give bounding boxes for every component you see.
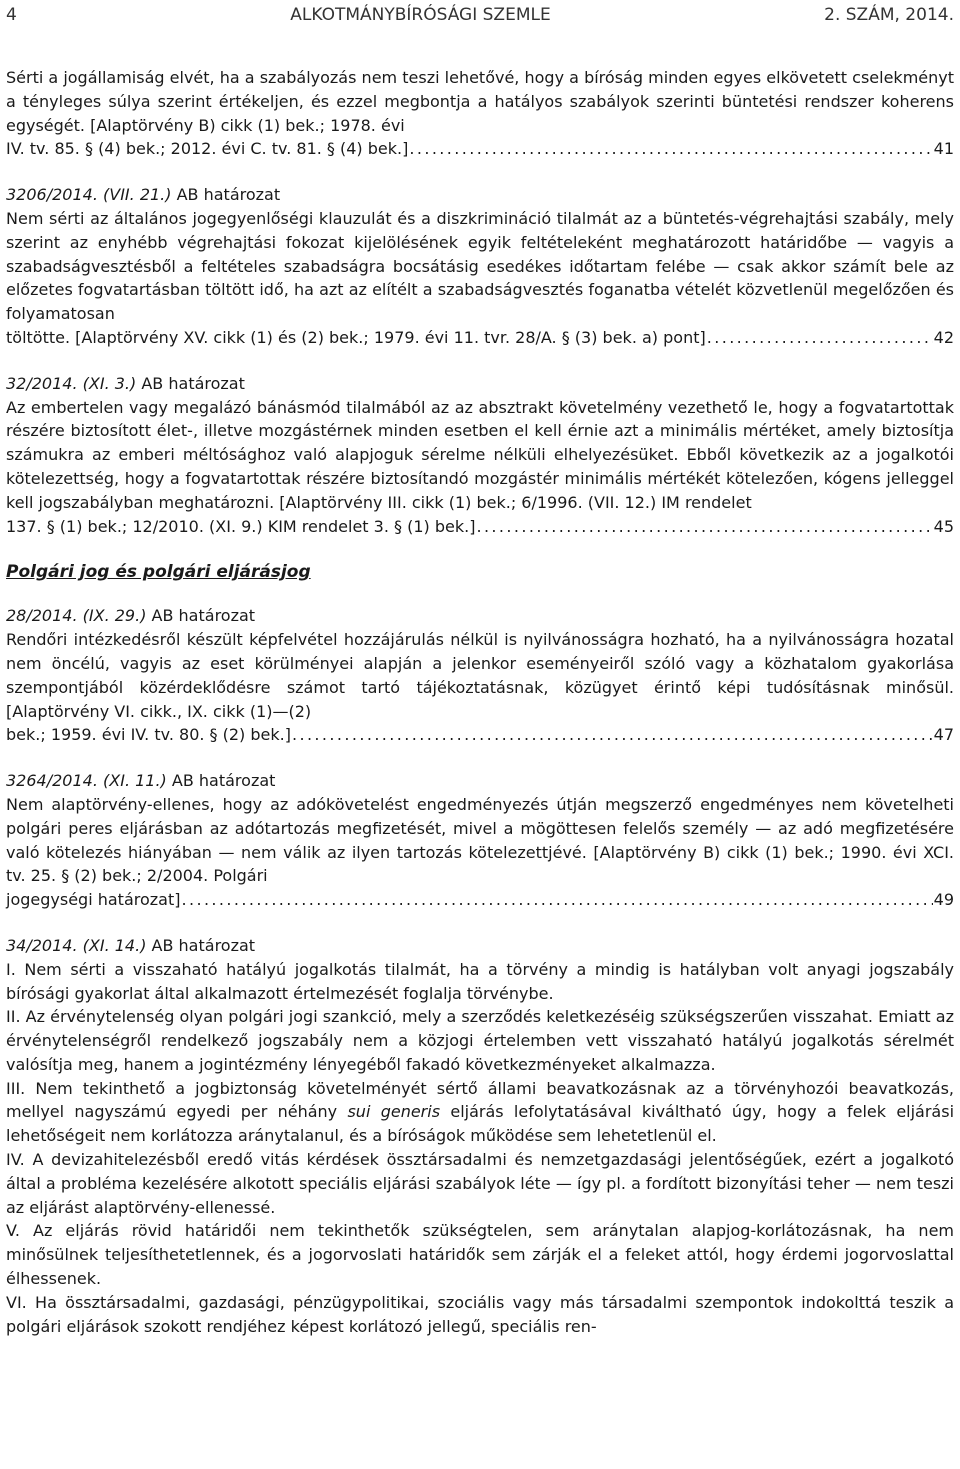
entry-summary: Nem sérti az általános jogegyenlőségi klauzulát és a diszkrimináció tilalmát az a büntetés-végrehajtási szabály, mely szerint az enyhébb végrehajtási fokozat kijelölésének egyik feltételeként meghatározott határidőbe — vagyis a szabadságvesztésből a feltételes szabadságra bocsátásig esedékes időtartam felébe — csak akkor számít bele az előzetes fogvatartásban töltött idő, ha azt az elítélt a szabadságvesztés foganatba vételét közvetlenül megelőzően és folyamatosan <box>6 208 954 324</box>
summary-point-2: II. Az érvénytelenség olyan polgári jogi szankció, mely a szerződés keletkezéséig szükségszerűen visszahat. Emiatt az érvénytelenségről rendelkező jogszabály nem a közjogi értelemben vett visszaható hatályú jogalkotás sérelmét valósítja meg, hanem a jogintézmény lényegéből fakadó következményeket alkalmazza. <box>6 1007 954 1074</box>
case-type: AB határozat <box>151 935 256 955</box>
case-number: 3206/2014. <box>6 185 98 205</box>
entry-page-number: 45 <box>933 516 954 536</box>
entry-reference: bek.; 1959. évi IV. tv. 80. § (2) bek.] <box>6 725 291 745</box>
entry-leader-line[interactable] <box>6 515 954 539</box>
case-heading <box>6 934 954 958</box>
case-number: 3264/2014. <box>6 771 98 791</box>
entry-leader-line[interactable] <box>6 888 954 912</box>
case-date: (XI. 3.) <box>82 373 137 393</box>
case-type: AB határozat <box>141 373 245 393</box>
entry-summary: Rendőri intézkedésről készült képfelvétel hozzájárulás nélkül is nyilvánosságra hozható, ha a nyilvánosságra hozatal nem öncélú, vagyis az eset körülményei alapján a jelenkor eseményeiről szóló vagy a közhatalom gyakorlása szempontjából közérdeklődésre számot tartó tájékoztatásnak, közügyet érintő képi tudósításnak minősül. [Alaptörvény VI. cikk., IX. cikk (1)—(2) <box>6 630 954 721</box>
case-type: AB határozat <box>171 771 276 791</box>
entry-reference: 137. § (1) bek.; 12/2010. (XI. 9.) KIM rendelet 3. § (1) bek.] <box>6 516 476 536</box>
case-type: AB határozat <box>151 606 256 626</box>
toc-entry <box>6 769 954 912</box>
case-date: (IX. 29.) <box>82 606 147 626</box>
entry-reference: jogegységi határozat] <box>6 890 181 910</box>
case-date: (XI. 14.) <box>82 935 147 955</box>
summary-point-5: V. Az eljárás rövid határidői nem tekinthetők szükségtelen, sem aránytalan alapjog-korlátozásnak, ha nem minősülnek teljesíthetetlennek, és a jogorvoslati határidők sem zárják el a feleket attól, hogy érdemi jogorvoslattal élhessenek. <box>6 1221 954 1289</box>
running-header <box>6 2 954 28</box>
entry-leader-line[interactable] <box>6 326 954 350</box>
case-heading <box>6 183 954 207</box>
summary-point-1: I. Nem sérti a visszaható hatályú jogalkotás tilalmát, ha a törvény a mindig is hatályban volt anyagi jogszabály bírósági gyakorlat által alkalmazott értelmezését foglalja törvénybe. <box>6 959 954 1003</box>
entry-summary: Az embertelen vagy megalázó bánásmód tilalmából az az absztrakt követelmény vezethető le, hogy a fogvatartottak részére biztosított élet-, illetve mozgástérnek minden esetben el kell érnie azt a minimális mértéket, amely biztosítja számukra az emberi méltósághoz való alapjoguk sérelme nélküli elhelyezésüket. Ebből következik az a jogalkotói kötelezettség, hogy a fogvatartottak részére biztosítandó mozgástér minimális mértékét kötelezően, kógens jelleggel kell jogszabályban meghatározni. [Alaptörvény III. cikk (1) bek.; 6/1996. (VII. 12.) IM rendelet <box>6 397 954 512</box>
summary-point-3 <box>6 1077 954 1148</box>
case-number: 34/2014. <box>6 935 78 955</box>
entry-page-number: 41 <box>933 139 954 159</box>
dot-leader <box>292 723 933 747</box>
section-heading: Polgári jog és polgári eljárásjog <box>6 562 311 583</box>
case-date: (XI. 11.) <box>103 771 167 791</box>
dot-leader <box>181 888 932 912</box>
dot-leader <box>476 515 932 539</box>
toc-entry <box>6 183 954 350</box>
entry-summary: Sérti a jogállamiság elvét, ha a szabályozás nem teszi lehetővé, hogy a bíróság minden egyes elkövetett cselekményt a tényleges súlya szerint értékeljen, és ezzel megbontja a hatályos szabályok szerinti büntetési rendszer koherens egységét. [Alaptörvény B) cikk (1) bek.; 1978. évi <box>6 68 954 135</box>
entry-page-number: 47 <box>933 725 954 745</box>
entry-page-number: 49 <box>933 890 954 910</box>
entry-page-number: 42 <box>933 327 954 347</box>
toc-entry <box>6 372 954 539</box>
entry-summary: Nem alaptörvény-ellenes, hogy az adókövetelést engedményezés útján megszerző engedményes nem követelheti polgári peres eljárásban az adótartozás megfizetését, mivel a mögöttesen felelős személy — az adó megfizetésére való kötelezés hiányában — nem válik az ilyen tartozás kötelezettjévé. [Alaptörvény B) cikk (1) bek.; 1990. évi XCI. tv. 25. § (2) bek.; 2/2004. Polgári <box>6 794 954 886</box>
journal-title: ALKOTMÁNYBÍRÓSÁGI SZEMLE <box>290 5 551 25</box>
toc-entry <box>6 66 954 161</box>
entry-reference: IV. tv. 85. § (4) bek.; 2012. évi C. tv. 81. § (4) bek.] <box>6 139 409 159</box>
case-number: 28/2014. <box>6 606 78 626</box>
case-date: (VII. 21.) <box>103 185 172 205</box>
point-3-text-b: eljárás lefolytatásával kiváltható úgy, hogy a felek eljárási lehetőségeit nem korlátozza aránytalanul, és a bíróságok működése sem lehetetlenül el. <box>6 1102 955 1146</box>
dot-leader <box>707 326 933 350</box>
entry-reference: töltötte. [Alaptörvény XV. cikk (1) és (2) bek.; 1979. évi 11. tvr. 28/A. § (3) bek. a) pont] <box>6 327 706 347</box>
toc-entry <box>6 934 954 1339</box>
toc-content <box>6 66 954 1360</box>
case-heading <box>6 372 954 396</box>
case-number: 32/2014. <box>6 373 78 393</box>
page-number: 4 <box>6 5 17 25</box>
case-heading <box>6 769 954 793</box>
toc-entry <box>6 604 954 747</box>
entry-leader-line[interactable] <box>6 137 954 161</box>
case-type: AB határozat <box>176 185 281 205</box>
point-3-italic-term: sui generis <box>347 1102 441 1122</box>
point-3-text-a: III. Nem tekinthető a jogbiztonság követelményét sértő állami beavatkozásnak az a törvényhozói beavatkozás, mellyel nagyszámú egyedi per néhány <box>6 1078 954 1122</box>
dot-leader <box>409 137 932 161</box>
summary-point-6: VI. Ha össztársadalmi, gazdasági, pénzügypolitikai, szociális vagy más társadalmi szempontok indokolttá teszik a polgári eljárások szokott rendjéhez képest korlátozó jellegű, speciális ren- <box>6 1292 954 1336</box>
case-heading <box>6 604 954 628</box>
entry-leader-line[interactable] <box>6 723 954 747</box>
issue-label: 2. SZÁM, 2014. <box>824 5 954 25</box>
summary-point-4: IV. A devizahitelezésből eredő vitás kérdések össztársadalmi és nemzetgazdasági jelentőségűek, ezért a jogalkotó által a probléma kezelésére alkotott speciális eljárási szabályok léte — így pl. a fordított bizonyítási teher — nem teszi az eljárást alaptörvény-ellenessé. <box>6 1150 954 1217</box>
